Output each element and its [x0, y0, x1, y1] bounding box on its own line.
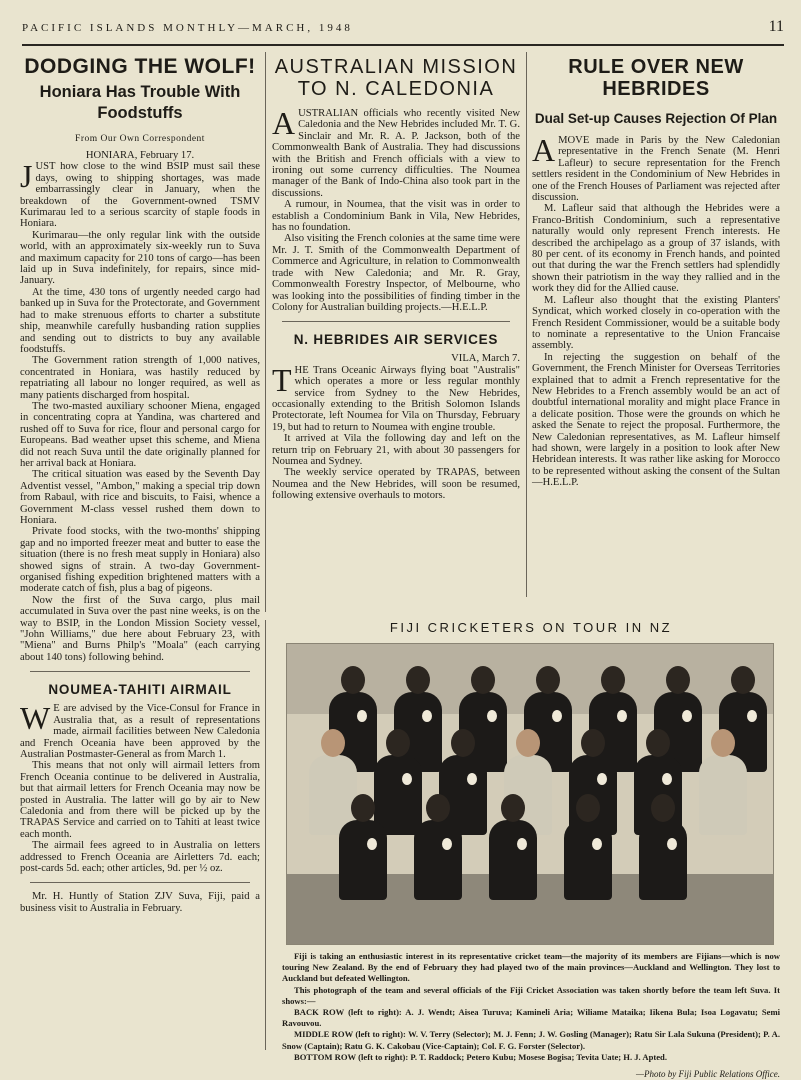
- dateline: VILA, March 7.: [451, 353, 520, 365]
- photo-credit: —Photo by Fiji Public Relations Office.: [636, 1069, 780, 1080]
- article-paragraph: JUST how close to the wind BSIP must sail these days, owing to shipping shortages, was made embarrassingly clear in January, when the breakdown of the Government-owned TSMV Kurimarau led to a serious scarcity of staple foods in Honiara.: [20, 158, 260, 230]
- drop-cap: W: [20, 700, 51, 737]
- team-member-figure: [697, 729, 749, 839]
- column-middle: [272, 52, 520, 502]
- headline-rule: RULE OVER NEW HEBRIDES: [568, 56, 744, 100]
- section-rule: [30, 882, 250, 883]
- column-left: [20, 52, 260, 914]
- article-paragraph: The two-masted auxiliary schooner Miena, engaged in concentrating copra at Yandina, was chartered and rushed off to Suva for rice, flour and personal cargo for Europeans. Bad weather upset this scheme, and Miena did not reach Suva until the date originally planned for her arrival back at Honiara.: [20, 400, 260, 469]
- running-header: [22, 18, 784, 42]
- article-paragraph: Also visiting the French colonies at the same time were Mr. J. T. Smith of the Commonwealth Department of Commerce and Agriculture, in relation to Commonwealth trade with New Caledonia; and Mr. R. Gray, Commonwealth Forestry Inspector, of Melbourne, who was looking into the possibilities of finding timber in the Colony for Australian building projects.—H.E.L.P.: [272, 233, 520, 313]
- article-paragraph: Private food stocks, with the two-months' shipping gap and no imported freezer meat and butter to ease the situation (there is no fresh meat supply in Honiara) also showed signs of strain. A two-day Government-organised fishing expedition brightened matters with a moderate catch of fish, plus a bag of pigeons.: [20, 526, 260, 595]
- article-paragraph: The weekly service operated by TRAPAS, between Noumea and the New Hebrides, will soon be resumed, following extensive overhauls to motors.: [272, 467, 520, 502]
- team-member-figure: [637, 794, 689, 904]
- article-paragraph: THE Trans Oceanic Airways flying boat "Australis" which operates a more or less regular monthly service from Sydney to the New Hebrides, occasionally extending to the British Solomon Islands Protectorate, left Noumea for Vila on Thursday, February 19, but had to return to Noumea with engine trouble.: [272, 361, 520, 433]
- article-paragraph: AMOVE made in Paris by the New Caledonian representative in the French Senate (M. Henri Lafleur) to secure representation for the French settlers resident in the Condominium of New Hebrides in one of the French Houses of Parliament was rejected after discussion.: [532, 132, 780, 204]
- section-rule: [30, 671, 250, 672]
- article-paragraph: Kurimarau—the only regular link with the outside world, with an approximately six-weekly run to Suva and maximum capacity for 210 tons of cargo—has been laid up in Suva indefinitely, for repairs, since mid-January.: [20, 229, 260, 287]
- article-paragraph: A rumour, in Noumea, that the visit was in order to establish a Condominium Bank in Vila, New Hebrides, has no foundation.: [272, 199, 520, 234]
- column-right: [532, 52, 780, 489]
- subheadline-honiara: Honiara Has Trouble With Foodstuffs: [39, 83, 241, 122]
- column-divider-2: [526, 52, 527, 597]
- drop-cap: T: [272, 361, 292, 398]
- team-member-figure: [337, 794, 389, 904]
- column-divider-3: [265, 620, 266, 1050]
- article-paragraph: At the time, 430 tons of urgently needed cargo had banked up in Suva for the Protectorate, and Government had to make strenuous efforts to charter a substitute ship, meanwhile carefully husbanding ration supplies and sending out to districts to buy any available foodstuffs.: [20, 286, 260, 355]
- section-rule: [282, 321, 510, 322]
- article-paragraph: W E are advised by the Vice-Consul for France in Australia that, as a result of representations made, airmail facilities between New Caledonia and French Oceania have been approved by the Australian Postmaster-General as from March 1.: [20, 700, 260, 760]
- team-member-figure: [487, 794, 539, 904]
- article-paragraph: AUSTRALIAN officials who recently visited New Caledonia and the New Hebrides included Mr. T. G. Sinclair and Mr. R. A. P. Jackson, both of the Commonwealth Bank of Australia. They had discussions with the British and French officials with a view to ironing out some currency difficulties. The Noumea manager of the Bank of Indo-China also took part in the discussions.: [272, 105, 520, 199]
- article-paragraph: The Government ration strength of 1,000 natives, concentrated in Honiara, was hastily reduced by repatriating all labour no longer required, as well as many patients discharged from hospital.: [20, 355, 260, 401]
- photo-block: [282, 620, 780, 1080]
- team-member-figure: [562, 794, 614, 904]
- article-paragraph: The critical situation was eased by the Seventh Day Adventist vessel, "Ambon," making a special trip down from Rabaul, with rice and biscuits, to Faisi, whence a Government M-class vessel rushed them down to Honiara.: [20, 469, 260, 526]
- column-divider-1: [265, 52, 266, 612]
- team-member-figure: [412, 794, 464, 904]
- page-number: 11: [768, 18, 784, 35]
- subheadline-dual: Dual Set-up Causes Rejection Of Plan: [534, 111, 778, 126]
- headline-mission: AUSTRALIAN MISSION TO N. CALEDONIA: [274, 56, 518, 100]
- header-rule: [22, 44, 784, 46]
- article-paragraph: M. Lafleur said that although the Hebrides were a Franco-British Condominium, such a representative naturally would only represent French interests. He described the archipelago as a group of 37 islands, with 80 per cent. of its economy in French hands, and pointed out that during the war the French settlers had splendidly shown their patriotism in the way they rallied and in the work they did for the Allied cause.: [532, 203, 780, 295]
- article-paragraph: The airmail fees agreed to in Australia on letters addressed to French Oceania are Airletters 7d. each; post-cards 5d. each; other articles, 9d. per ½ oz.: [20, 840, 260, 874]
- article-paragraph: M. Lafleur also thought that the existing Planters' Syndicat, which worked closely in co-operation with the French Resident Commissioner, would be a suitable body to nominate a representative to the Union Francaise assembly.: [532, 294, 780, 352]
- team-photograph: [286, 643, 774, 945]
- article-paragraph: It arrived at Vila the following day and left on the return trip on February 21, with about 30 passengers for Noumea and Sydney.: [272, 433, 520, 467]
- note-paragraph: Mr. H. Huntly of Station ZJV Suva, Fiji, paid a business visit to Australia in February.: [20, 891, 260, 914]
- headline-airmail: NOUMEA-TAHITI AIRMAIL: [48, 682, 232, 698]
- article-paragraph: Now the first of the Suva cargo, plus mail accumulated in Suva over the past nine weeks, is on the way to BSIP, in the London Mission Society vessel, "John Williams," due here about February 23, with "Miena" and Burns Philp's "Moala" (each carrying about 140 tons) following behind.: [20, 594, 260, 663]
- headline-air-services: N. HEBRIDES AIR SERVICES: [293, 332, 499, 348]
- article-paragraph: This means that not only will airmail letters from French Oceania continue to be delivered in Australia, but that airmail letters for French Oceania may now be posted in Australia. The latter will go by air to New Caledonia and from there will be picked up by the TRAPAS Service and carried on to Tahiti at least twice each month.: [20, 760, 260, 840]
- headline-wolf: DODGING THE WOLF!: [24, 55, 256, 78]
- article-paragraph: In rejecting the suggestion on behalf of the Government, the French Minister for Overseas Territories explained that to admit a French representative for the New Hebrides to a French assembly would be an act of doubtful international morality and might place France in a delicate position. Those were the grounds on which he asked the Senate to reject the proposal. Furthermore, the New Caledonian representatives, as M. Lafleur himself had shown, were largely in a position to look after New Hebridean interests. It was rather like asking for Morocco to be represented without asking the consent of the Sultan—H.E.L.P.: [532, 351, 780, 489]
- drop-cap: A: [272, 105, 296, 141]
- running-title: PACIFIC ISLANDS MONTHLY—MARCH, 1948: [22, 22, 353, 34]
- byline: From Our Own Correspondent: [75, 134, 205, 144]
- dateline: HONIARA, February 17.: [85, 150, 195, 161]
- drop-cap: J: [20, 158, 33, 195]
- photo-caption: Fiji is taking an enthusiastic interest in its representative cricket team—the majority of its members are Fijians—which is now touring New Zealand. By the end of February they had played two of the main provinces—Auckland and Wellington. They lost to Auckland but defeated Wellington. This photograph of the team and several officials of the Fiji Cricket Association was taken shortly before the team left Suva. It shows:— BACK ROW (left to right): A. J. Wendt; Aisea Turuva; Kamineli Aria; Wiliame Mataika; Iikena Bula; Isoa Logavatu; Semi Ravouvou. MIDDLE ROW (left to right): W. V. Terry (Selector); M. J. Fenn; J. W. Gosling (Manager); Ratu Sir Lala Sukuna (President); P. A. Snow (Captain); Ratu G. K. Cakobau (Vice-Captain); Col. F. G. Forster (Selector). BOTTOM ROW (left to right): P. T. Raddock; Petero Kubu; Mosese Bogisa; Tevita Uate; H. J. Apted. —Photo by Fiji Public Relations Office.: [282, 951, 780, 1080]
- photo-title: FIJI CRICKETERS ON TOUR IN NZ: [389, 620, 673, 635]
- drop-cap: A: [532, 132, 556, 168]
